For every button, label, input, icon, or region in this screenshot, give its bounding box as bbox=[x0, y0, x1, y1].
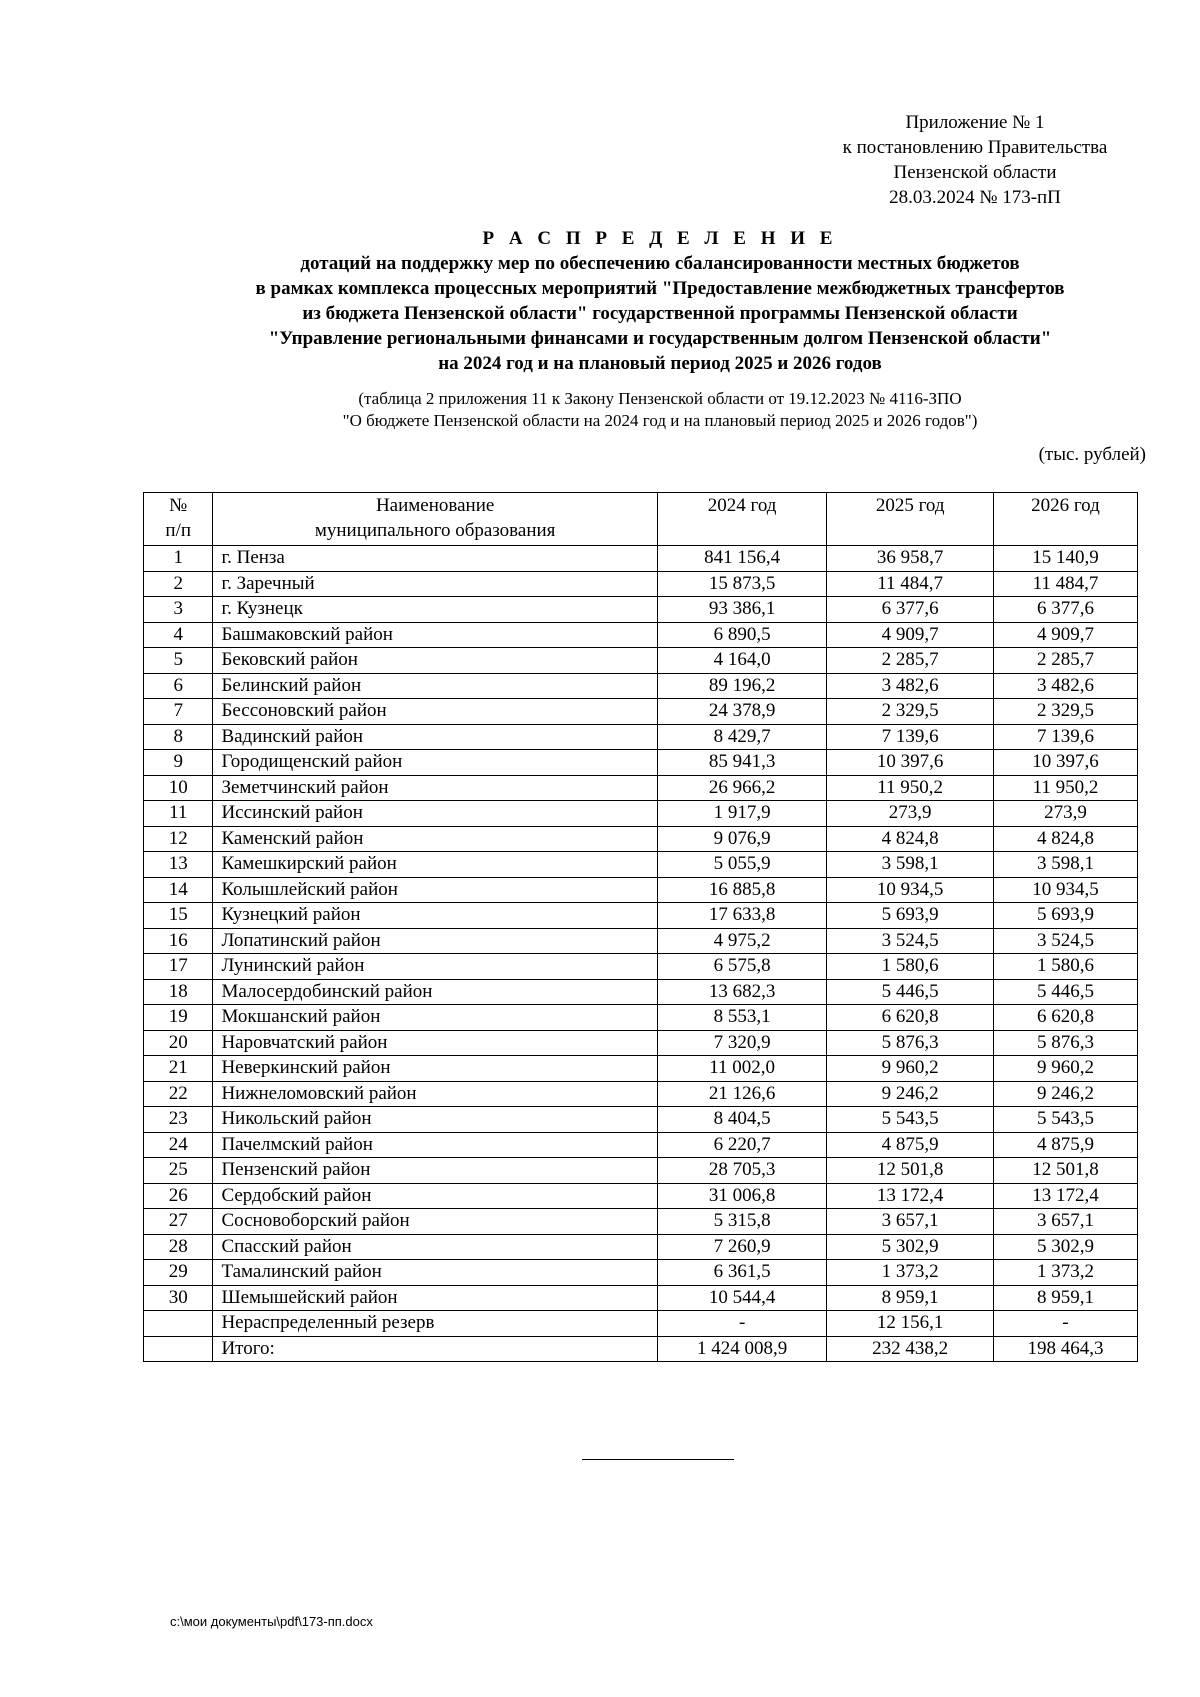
cell-2026: 5 876,3 bbox=[993, 1030, 1137, 1056]
cell-number bbox=[144, 1311, 213, 1337]
appendix-line: к постановлению Правительства bbox=[842, 137, 1108, 158]
cell-number: 1 bbox=[144, 546, 213, 572]
cell-2026: - bbox=[993, 1311, 1137, 1337]
table-row bbox=[144, 801, 1138, 827]
cell-number: 29 bbox=[144, 1260, 213, 1286]
cell-2024: 11 002,0 bbox=[657, 1056, 827, 1082]
units-label: (тыс. рублей) bbox=[1038, 444, 1146, 465]
cell-municipality: г. Кузнецк bbox=[213, 597, 657, 623]
source-line: "О бюджете Пензенской области на 2024 год и на плановый период 2025 и 2026 годов") bbox=[342, 411, 978, 430]
cell-2025: 3 598,1 bbox=[827, 852, 994, 878]
cell-2026: 5 302,9 bbox=[993, 1234, 1137, 1260]
cell-municipality: Кузнецкий район bbox=[213, 903, 657, 929]
table-row bbox=[144, 546, 1138, 572]
cell-2026: 3 657,1 bbox=[993, 1209, 1137, 1235]
cell-number: 25 bbox=[144, 1158, 213, 1184]
cell-2024: 85 941,3 bbox=[657, 750, 827, 776]
cell-2025: 4 824,8 bbox=[827, 826, 994, 852]
cell-2026: 2 329,5 bbox=[993, 699, 1137, 725]
table-row bbox=[144, 1234, 1138, 1260]
cell-municipality: Городищенский район bbox=[213, 750, 657, 776]
cell-2025: 1 580,6 bbox=[827, 954, 994, 980]
table-row bbox=[144, 1030, 1138, 1056]
cell-2026: 5 543,5 bbox=[993, 1107, 1137, 1133]
cell-2024: 89 196,2 bbox=[657, 673, 827, 699]
cell-2025: 7 139,6 bbox=[827, 724, 994, 750]
cell-municipality: Нижнеломовский район bbox=[213, 1081, 657, 1107]
cell-2024: 6 361,5 bbox=[657, 1260, 827, 1286]
cell-number: 8 bbox=[144, 724, 213, 750]
cell-2026: 4 824,8 bbox=[993, 826, 1137, 852]
cell-number: 28 bbox=[144, 1234, 213, 1260]
cell-2026: 2 285,7 bbox=[993, 648, 1137, 674]
header-number-line1: № bbox=[169, 495, 188, 516]
cell-2026: 8 959,1 bbox=[993, 1285, 1137, 1311]
cell-municipality: Итого: bbox=[213, 1336, 657, 1362]
cell-2024: - bbox=[657, 1311, 827, 1337]
header-municipality bbox=[213, 493, 657, 546]
cell-number: 10 bbox=[144, 775, 213, 801]
cell-2024: 5 315,8 bbox=[657, 1209, 827, 1235]
cell-2025: 6 377,6 bbox=[827, 597, 994, 623]
cell-2026: 6 620,8 bbox=[993, 1005, 1137, 1031]
cell-2026: 1 373,2 bbox=[993, 1260, 1137, 1286]
cell-municipality: Никольский район bbox=[213, 1107, 657, 1133]
document-title bbox=[130, 226, 1190, 376]
table-row bbox=[144, 622, 1138, 648]
cell-2025: 5 302,9 bbox=[827, 1234, 994, 1260]
title-line: из бюджета Пензенской области" государственной программы Пензенской области bbox=[302, 303, 1018, 324]
cell-2025: 36 958,7 bbox=[827, 546, 994, 572]
cell-number: 4 bbox=[144, 622, 213, 648]
cell-2025: 3 524,5 bbox=[827, 928, 994, 954]
cell-2024: 6 890,5 bbox=[657, 622, 827, 648]
cell-2026: 11 484,7 bbox=[993, 571, 1137, 597]
cell-number: 6 bbox=[144, 673, 213, 699]
cell-municipality: Земетчинский район bbox=[213, 775, 657, 801]
cell-number: 27 bbox=[144, 1209, 213, 1235]
cell-municipality: Мокшанский район bbox=[213, 1005, 657, 1031]
cell-number: 21 bbox=[144, 1056, 213, 1082]
cell-municipality: Камешкирский район bbox=[213, 852, 657, 878]
table-row bbox=[144, 1209, 1138, 1235]
cell-municipality: Сердобский район bbox=[213, 1183, 657, 1209]
cell-number: 26 bbox=[144, 1183, 213, 1209]
cell-2024: 31 006,8 bbox=[657, 1183, 827, 1209]
table-row bbox=[144, 1005, 1138, 1031]
table-row bbox=[144, 852, 1138, 878]
cell-2026: 3 524,5 bbox=[993, 928, 1137, 954]
cell-municipality: Вадинский район bbox=[213, 724, 657, 750]
cell-number: 3 bbox=[144, 597, 213, 623]
appendix-line: Пензенской области bbox=[893, 162, 1057, 183]
cell-number: 16 bbox=[144, 928, 213, 954]
cell-2025: 13 172,4 bbox=[827, 1183, 994, 1209]
table-row bbox=[144, 1260, 1138, 1286]
cell-2024: 6 220,7 bbox=[657, 1132, 827, 1158]
table-row bbox=[144, 673, 1138, 699]
cell-2026: 3 598,1 bbox=[993, 852, 1137, 878]
cell-2025: 3 482,6 bbox=[827, 673, 994, 699]
table-row bbox=[144, 1285, 1138, 1311]
cell-2024: 16 885,8 bbox=[657, 877, 827, 903]
cell-2025: 9 246,2 bbox=[827, 1081, 994, 1107]
cell-2025: 273,9 bbox=[827, 801, 994, 827]
cell-number bbox=[144, 1336, 213, 1362]
cell-municipality: Лунинский район bbox=[213, 954, 657, 980]
table-row bbox=[144, 1183, 1138, 1209]
cell-2025: 11 950,2 bbox=[827, 775, 994, 801]
title-line: в рамках комплекса процессных мероприятий "Предоставление межбюджетных трансфертов bbox=[255, 278, 1065, 299]
cell-number: 9 bbox=[144, 750, 213, 776]
table-row bbox=[144, 750, 1138, 776]
cell-number: 15 bbox=[144, 903, 213, 929]
cell-2026: 10 934,5 bbox=[993, 877, 1137, 903]
header-2026: 2026 год bbox=[993, 493, 1137, 546]
appendix-note bbox=[810, 110, 1140, 210]
cell-municipality: Бессоновский район bbox=[213, 699, 657, 725]
cell-2026: 10 397,6 bbox=[993, 750, 1137, 776]
table-row bbox=[144, 775, 1138, 801]
cell-2024: 8 553,1 bbox=[657, 1005, 827, 1031]
table-row bbox=[144, 1132, 1138, 1158]
cell-municipality: Пензенский район bbox=[213, 1158, 657, 1184]
cell-2024: 21 126,6 bbox=[657, 1081, 827, 1107]
table-row bbox=[144, 1107, 1138, 1133]
cell-number: 18 bbox=[144, 979, 213, 1005]
title-line: "Управление региональными финансами и государственным долгом Пензенской области" bbox=[268, 328, 1052, 349]
cell-2024: 26 966,2 bbox=[657, 775, 827, 801]
header-municipality-line1: Наименование bbox=[375, 495, 495, 516]
cell-number: 14 bbox=[144, 877, 213, 903]
title-heading: Р А С П Р Е Д Е Л Е Н И Е bbox=[482, 228, 838, 249]
file-path-footer: c:\мои документы\pdf\173-пп.docx bbox=[170, 1614, 373, 1629]
cell-2026: 9 246,2 bbox=[993, 1081, 1137, 1107]
cell-2024: 1 424 008,9 bbox=[657, 1336, 827, 1362]
table-row bbox=[144, 699, 1138, 725]
cell-2024: 841 156,4 bbox=[657, 546, 827, 572]
cell-2025: 12 156,1 bbox=[827, 1311, 994, 1337]
cell-municipality: Каменский район bbox=[213, 826, 657, 852]
cell-municipality: Малосердобинский район bbox=[213, 979, 657, 1005]
cell-number: 13 bbox=[144, 852, 213, 878]
cell-number: 12 bbox=[144, 826, 213, 852]
table-row bbox=[144, 954, 1138, 980]
cell-municipality: Белинский район bbox=[213, 673, 657, 699]
cell-number: 7 bbox=[144, 699, 213, 725]
cell-2024: 1 917,9 bbox=[657, 801, 827, 827]
cell-2024: 24 378,9 bbox=[657, 699, 827, 725]
cell-municipality: Спасский район bbox=[213, 1234, 657, 1260]
cell-municipality: Сосновоборский район bbox=[213, 1209, 657, 1235]
cell-2025: 232 438,2 bbox=[827, 1336, 994, 1362]
cell-2026: 9 960,2 bbox=[993, 1056, 1137, 1082]
cell-2026: 13 172,4 bbox=[993, 1183, 1137, 1209]
cell-2024: 5 055,9 bbox=[657, 852, 827, 878]
table-row bbox=[144, 1056, 1138, 1082]
cell-municipality: Иссинский район bbox=[213, 801, 657, 827]
table-row bbox=[144, 903, 1138, 929]
table-row bbox=[144, 1336, 1138, 1362]
cell-2025: 12 501,8 bbox=[827, 1158, 994, 1184]
table-row bbox=[144, 571, 1138, 597]
table-row bbox=[144, 724, 1138, 750]
cell-2024: 6 575,8 bbox=[657, 954, 827, 980]
title-line: дотаций на поддержку мер по обеспечению сбалансированности местных бюджетов bbox=[300, 253, 1020, 274]
table-body bbox=[144, 546, 1138, 1362]
cell-2024: 4 975,2 bbox=[657, 928, 827, 954]
table-row bbox=[144, 648, 1138, 674]
table-row bbox=[144, 1081, 1138, 1107]
table-row bbox=[144, 597, 1138, 623]
cell-2025: 5 876,3 bbox=[827, 1030, 994, 1056]
distribution-table bbox=[143, 492, 1138, 1362]
cell-number: 30 bbox=[144, 1285, 213, 1311]
cell-municipality: г. Пенза bbox=[213, 546, 657, 572]
cell-2024: 7 320,9 bbox=[657, 1030, 827, 1056]
table-row bbox=[144, 928, 1138, 954]
cell-2025: 4 875,9 bbox=[827, 1132, 994, 1158]
table-row bbox=[144, 877, 1138, 903]
header-municipality-line2: муниципального образования bbox=[314, 520, 556, 541]
cell-2026: 5 693,9 bbox=[993, 903, 1137, 929]
cell-2025: 10 934,5 bbox=[827, 877, 994, 903]
source-line: (таблица 2 приложения 11 к Закону Пензенской области от 19.12.2023 № 4116-ЗПО bbox=[358, 389, 962, 408]
table-row bbox=[144, 979, 1138, 1005]
cell-2025: 10 397,6 bbox=[827, 750, 994, 776]
cell-2024: 15 873,5 bbox=[657, 571, 827, 597]
cell-2025: 5 446,5 bbox=[827, 979, 994, 1005]
cell-2026: 1 580,6 bbox=[993, 954, 1137, 980]
cell-2026: 11 950,2 bbox=[993, 775, 1137, 801]
cell-2026: 273,9 bbox=[993, 801, 1137, 827]
cell-2026: 5 446,5 bbox=[993, 979, 1137, 1005]
cell-number: 17 bbox=[144, 954, 213, 980]
source-reference bbox=[130, 388, 1190, 432]
header-number bbox=[144, 493, 213, 546]
cell-2025: 3 657,1 bbox=[827, 1209, 994, 1235]
cell-municipality: Наровчатский район bbox=[213, 1030, 657, 1056]
cell-2025: 4 909,7 bbox=[827, 622, 994, 648]
header-2025: 2025 год bbox=[827, 493, 994, 546]
cell-2024: 7 260,9 bbox=[657, 1234, 827, 1260]
cell-2025: 11 484,7 bbox=[827, 571, 994, 597]
cell-2025: 5 543,5 bbox=[827, 1107, 994, 1133]
cell-number: 19 bbox=[144, 1005, 213, 1031]
closing-divider bbox=[582, 1459, 734, 1460]
cell-number: 22 bbox=[144, 1081, 213, 1107]
title-line: на 2024 год и на плановый период 2025 и 2026 годов bbox=[438, 353, 882, 374]
table-row bbox=[144, 1158, 1138, 1184]
appendix-line: 28.03.2024 № 173-пП bbox=[889, 187, 1061, 208]
header-number-line2: п/п bbox=[165, 520, 192, 541]
cell-2024: 8 404,5 bbox=[657, 1107, 827, 1133]
cell-2025: 1 373,2 bbox=[827, 1260, 994, 1286]
cell-2026: 4 875,9 bbox=[993, 1132, 1137, 1158]
cell-2026: 7 139,6 bbox=[993, 724, 1137, 750]
cell-2024: 10 544,4 bbox=[657, 1285, 827, 1311]
cell-municipality: Тамалинский район bbox=[213, 1260, 657, 1286]
cell-2025: 6 620,8 bbox=[827, 1005, 994, 1031]
cell-municipality: г. Заречный bbox=[213, 571, 657, 597]
cell-number: 11 bbox=[144, 801, 213, 827]
cell-2025: 9 960,2 bbox=[827, 1056, 994, 1082]
cell-2024: 93 386,1 bbox=[657, 597, 827, 623]
table-header-row bbox=[144, 493, 1138, 546]
cell-number: 24 bbox=[144, 1132, 213, 1158]
cell-2024: 9 076,9 bbox=[657, 826, 827, 852]
table-row bbox=[144, 826, 1138, 852]
cell-2026: 4 909,7 bbox=[993, 622, 1137, 648]
cell-2024: 8 429,7 bbox=[657, 724, 827, 750]
cell-2025: 2 285,7 bbox=[827, 648, 994, 674]
cell-municipality: Башмаковский район bbox=[213, 622, 657, 648]
cell-number: 2 bbox=[144, 571, 213, 597]
cell-2025: 8 959,1 bbox=[827, 1285, 994, 1311]
cell-2024: 17 633,8 bbox=[657, 903, 827, 929]
cell-municipality: Бековский район bbox=[213, 648, 657, 674]
cell-2026: 3 482,6 bbox=[993, 673, 1137, 699]
cell-municipality: Колышлейский район bbox=[213, 877, 657, 903]
cell-2025: 5 693,9 bbox=[827, 903, 994, 929]
cell-number: 23 bbox=[144, 1107, 213, 1133]
table-row bbox=[144, 1311, 1138, 1337]
cell-2026: 6 377,6 bbox=[993, 597, 1137, 623]
cell-2026: 198 464,3 bbox=[993, 1336, 1137, 1362]
cell-municipality: Лопатинский район bbox=[213, 928, 657, 954]
cell-2026: 12 501,8 bbox=[993, 1158, 1137, 1184]
cell-municipality: Нераспределенный резерв bbox=[213, 1311, 657, 1337]
cell-municipality: Неверкинский район bbox=[213, 1056, 657, 1082]
cell-2024: 28 705,3 bbox=[657, 1158, 827, 1184]
cell-2024: 13 682,3 bbox=[657, 979, 827, 1005]
cell-municipality: Шемышейский район bbox=[213, 1285, 657, 1311]
cell-number: 5 bbox=[144, 648, 213, 674]
cell-municipality: Пачелмский район bbox=[213, 1132, 657, 1158]
cell-2024: 4 164,0 bbox=[657, 648, 827, 674]
appendix-line: Приложение № 1 bbox=[905, 112, 1045, 133]
cell-number: 20 bbox=[144, 1030, 213, 1056]
header-2024: 2024 год bbox=[657, 493, 827, 546]
cell-2026: 15 140,9 bbox=[993, 546, 1137, 572]
cell-2025: 2 329,5 bbox=[827, 699, 994, 725]
